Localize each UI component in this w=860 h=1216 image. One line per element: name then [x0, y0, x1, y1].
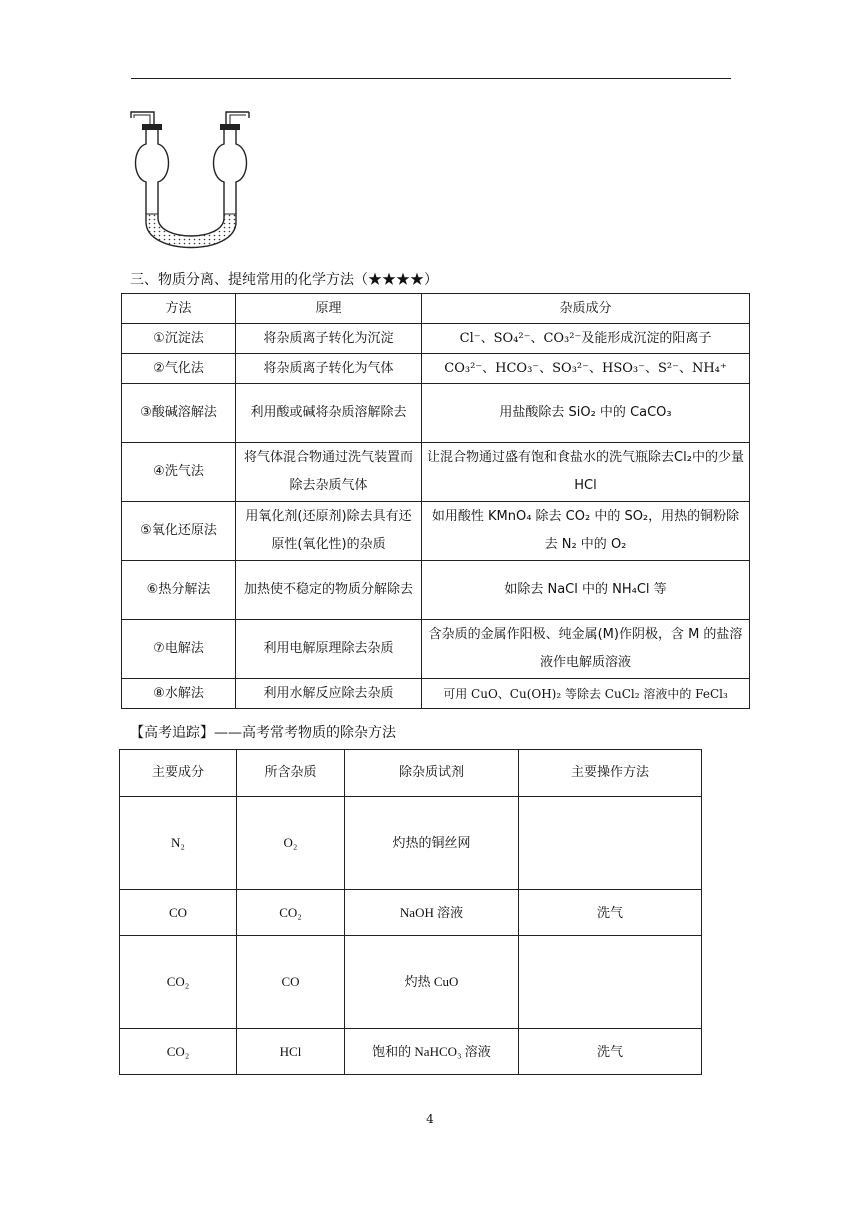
separation-methods-table [121, 293, 750, 709]
table-row [122, 561, 750, 620]
impurity-cell: CO [237, 936, 345, 1029]
method-cell: ①沉淀法 [122, 324, 236, 354]
method-cell: ⑤氧化还原法 [122, 502, 236, 561]
operation-cell [519, 936, 702, 1029]
impurity-cell: HCl [237, 1029, 345, 1075]
impurity-cell: CO₂ [237, 890, 345, 936]
operation-cell: 洗气 [519, 890, 702, 936]
principle-cell: 利用水解反应除去杂质 [236, 679, 422, 709]
main-cell: CO₂ [120, 936, 237, 1029]
reagent-cell: 饱和的 NaHCO₃ 溶液 [345, 1029, 519, 1075]
table-row [120, 797, 702, 890]
impurity-cell: 含杂质的金属作阳极、纯金属(M)作阴极，含 M 的盐溶液作电解质溶液 [422, 620, 750, 679]
impurity-cell: Cl⁻、SO₄²⁻、CO₃²⁻及能形成沉淀的阳离子 [422, 324, 750, 354]
impurity-cell: O₂ [237, 797, 345, 890]
table-header-row [120, 750, 702, 797]
table-row [122, 324, 750, 354]
section-title: 三、物质分离、提纯常用的化学方法（★★★★） [130, 272, 438, 288]
table-header-row [122, 294, 750, 324]
principle-cell: 将杂质离子转化为沉淀 [236, 324, 422, 354]
header-main-component: 主要成分 [120, 750, 237, 797]
header-impurity: 所含杂质 [237, 750, 345, 797]
header-impurity: 杂质成分 [422, 294, 750, 324]
impurity-cell: 如用酸性 KMnO₄ 除去 CO₂ 中的 SO₂，用热的铜粉除去 N₂ 中的 O₂ [422, 502, 750, 561]
method-cell: ②气化法 [122, 354, 236, 384]
impurity-cell: CO₃²⁻、HCO₃⁻、SO₃²⁻、HSO₃⁻、S²⁻、NH₄⁺ [422, 354, 750, 384]
operation-cell [519, 797, 702, 890]
header-operation: 主要操作方法 [519, 750, 702, 797]
impurity-cell: 如除去 NaCl 中的 NH₄Cl 等 [422, 561, 750, 620]
principle-cell: 利用酸或碱将杂质溶解除去 [236, 384, 422, 443]
table-row [122, 354, 750, 384]
impurity-cell: 用盐酸除去 SiO₂ 中的 CaCO₃ [422, 384, 750, 443]
reagent-cell: NaOH 溶液 [345, 890, 519, 936]
header-reagent: 除杂质试剂 [345, 750, 519, 797]
table-row [122, 620, 750, 679]
main-cell: N₂ [120, 797, 237, 890]
reagent-cell: 灼热的铜丝网 [345, 797, 519, 890]
exam-tracking-title: 【高考追踪】——高考常考物质的除杂方法 [130, 725, 396, 741]
header-principle: 原理 [236, 294, 422, 324]
table-row [122, 502, 750, 561]
method-cell: ⑧水解法 [122, 679, 236, 709]
table-row [120, 890, 702, 936]
page-number: 4 [426, 1112, 434, 1126]
principle-cell: 利用电解原理除去杂质 [236, 620, 422, 679]
principle-cell: 加热使不稳定的物质分解除去 [236, 561, 422, 620]
method-cell: ③酸碱溶解法 [122, 384, 236, 443]
impurity-cell: 可用 CuO、Cu(OH)₂ 等除去 CuCl₂ 溶液中的 FeCl₃ [422, 679, 750, 709]
table-row [120, 1029, 702, 1075]
u-tube-apparatus-figure [128, 110, 252, 256]
impurity-removal-table [119, 749, 702, 1075]
method-cell: ⑦电解法 [122, 620, 236, 679]
main-cell: CO₂ [120, 1029, 237, 1075]
principle-cell: 将气体混合物通过洗气装置而除去杂质气体 [236, 443, 422, 502]
header-rule [131, 78, 731, 79]
method-cell: ④洗气法 [122, 443, 236, 502]
table-row [122, 443, 750, 502]
impurity-cell: 让混合物通过盛有饱和食盐水的洗气瓶除去Cl₂中的少量 HCl [422, 443, 750, 502]
method-cell: ⑥热分解法 [122, 561, 236, 620]
reagent-cell: 灼热 CuO [345, 936, 519, 1029]
main-cell: CO [120, 890, 237, 936]
table-row [120, 936, 702, 1029]
table-row [122, 679, 750, 709]
table-row [122, 384, 750, 443]
header-method: 方法 [122, 294, 236, 324]
operation-cell: 洗气 [519, 1029, 702, 1075]
principle-cell: 用氧化剂(还原剂)除去具有还原性(氧化性)的杂质 [236, 502, 422, 561]
principle-cell: 将杂质离子转化为气体 [236, 354, 422, 384]
